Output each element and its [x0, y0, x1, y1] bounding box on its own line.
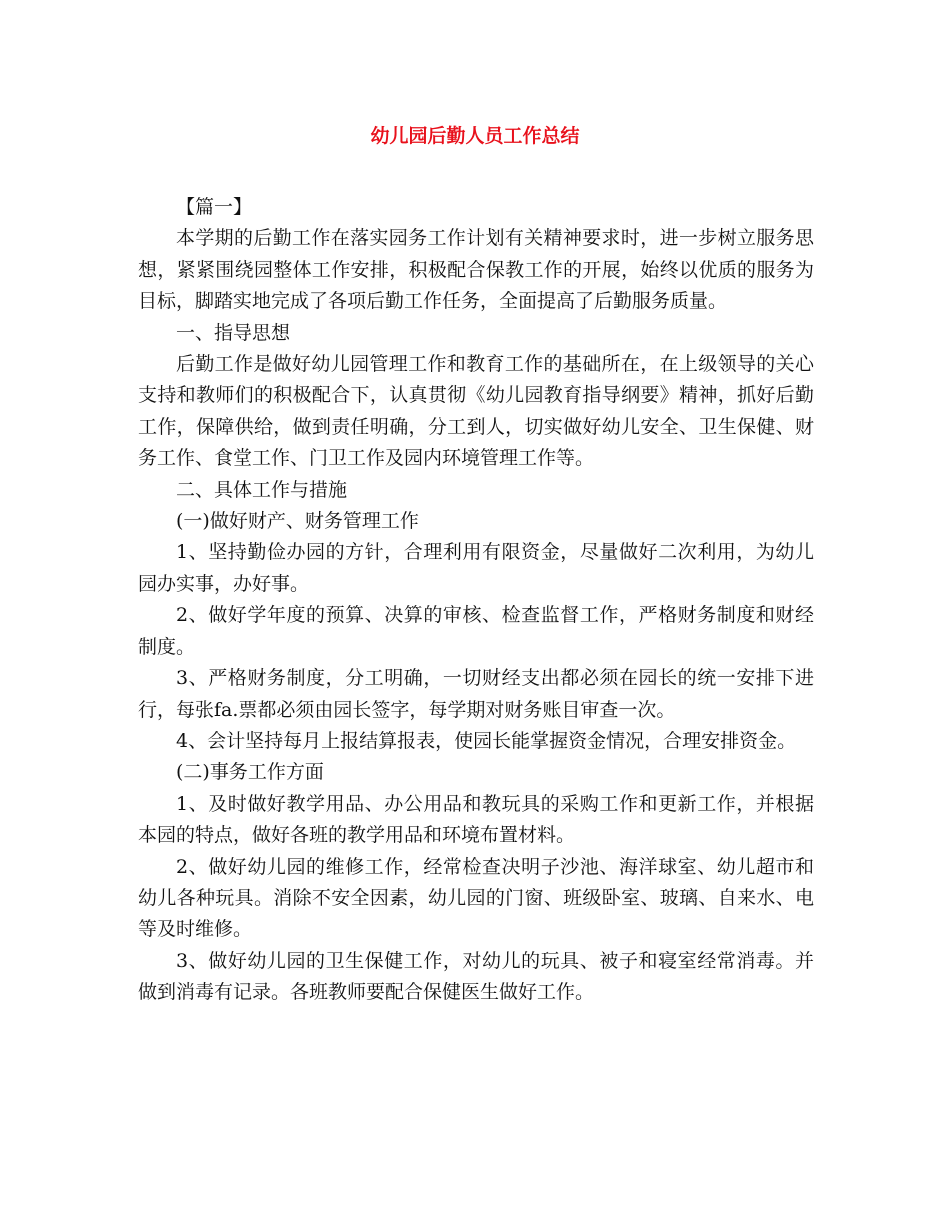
finance-item-3: 3、严格财务制度，分工明确，一切财经支出都必须在园长的统一安排下进行，每张fa.票都必须由园长签字，每学期对财务账目审查一次。: [138, 667, 814, 721]
affairs-item-1: 1、及时做好教学用品、办公用品和教玩具的采购工作和更新工作，并根据本园的特点，做好各班的教学用品和环境布置材料。: [138, 792, 814, 847]
finance-item-1: 1、坚持勤俭办园的方针，合理利用有限资金，尽量做好二次利用，为幼儿园办实事，办好事。: [138, 541, 814, 595]
section-heading-work-measures: 二、具体工作与措施: [176, 478, 348, 501]
section-heading-guiding-thought: 一、指导思想: [176, 321, 291, 344]
affairs-item-3: 3、做好幼儿园的卫生保健工作，对幼儿的玩具、被子和寝室经常消毒。并做到消毒有记录。各班教师要配合保健医生做好工作。: [138, 949, 814, 1004]
document-title: 幼儿园后勤人员工作总结: [370, 125, 580, 147]
guiding-thought-paragraph: 后勤工作是做好幼儿园管理工作和教育工作的基础所在，在上级领导的关心支持和教师们的积极配合下，认真贯彻《幼儿园教育指导纲要》精神，抓好后勤工作，保障供给，做到责任明确，分工到人，切实做好幼儿安全、卫生保健、财务工作、食堂工作、门卫工作及园内环境管理工作等。: [138, 353, 814, 470]
intro-paragraph: 本学期的后勤工作在落实园务工作计划有关精神要求时，进一步树立服务思想，紧紧围绕园整体工作安排，积极配合保教工作的开展，始终以优质的服务为目标，脚踏实地完成了各项后勤工作任务，全面提高了后勤服务质量。: [138, 227, 814, 313]
subsection-heading-finance: (一)做好财产、财务管理工作: [176, 510, 419, 533]
finance-item-4: 4、会计坚持每月上报结算报表，使园长能掌握资金情况，合理安排资金。: [176, 729, 797, 752]
subsection-heading-affairs: (二)事务工作方面: [176, 761, 324, 784]
document-body: [138, 192, 814, 1009]
affairs-item-2: 2、做好幼儿园的维修工作，经常检查决明子沙池、海洋球室、幼儿超市和幼儿各种玩具。消除不安全因素，幼儿园的门窗、班级卧室、玻璃、自来水、电等及时维修。: [138, 855, 814, 941]
finance-item-2: 2、做好学年度的预算、决算的审核、检查监督工作，严格财务制度和财经制度。: [138, 604, 814, 658]
section-marker: 【篇一】: [176, 196, 253, 218]
